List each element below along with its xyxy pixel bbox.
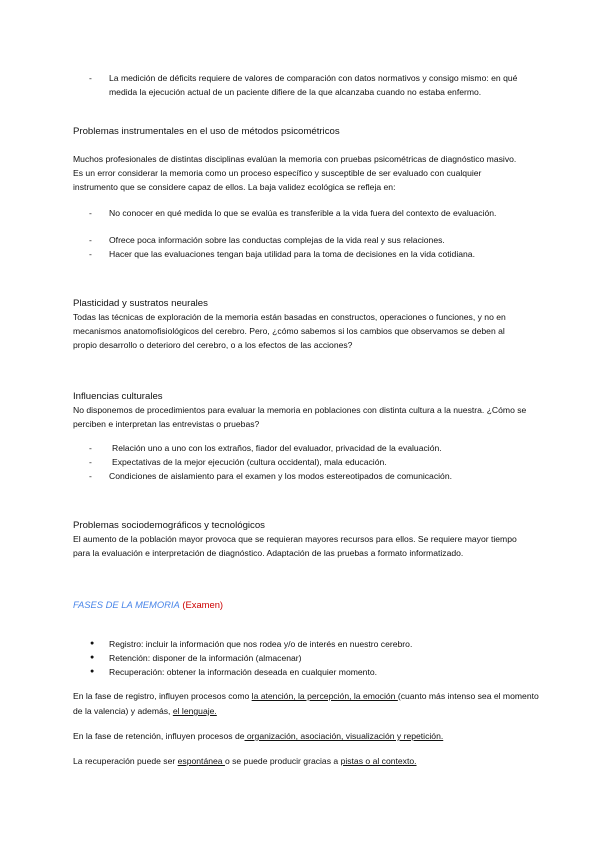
- bullet-dot-icon: ●: [90, 654, 95, 661]
- dash-marker: -: [89, 73, 92, 83]
- exam-tag: (Examen): [182, 599, 224, 610]
- underlined-text: organización, asociación, visualización y repetición.: [244, 731, 444, 741]
- fase-item-recuperacion: Recuperación: obtener la información deseada en cualquier momento.: [109, 667, 378, 677]
- section-heading-instrumentales: Problemas instrumentales en el uso de métodos psicométricos: [73, 126, 340, 137]
- list-item: Condiciones de aislamiento para el examen y los modos estereotipados de comunicación.: [109, 471, 452, 481]
- section-body-plasticidad: Todas las técnicas de exploración de la memoria están basadas en constructos, operaciones o funciones, y no en mecanismos anatomofisiológicos del cerebro. Pero, ¿cómo sabemos si los cambios que observamos se deben al propio desarrollo o deterioro del cerebro, o a los efectos de las acciones?: [73, 312, 506, 350]
- dash-marker: -: [89, 471, 92, 481]
- dash-marker: -: [89, 208, 92, 218]
- dash-marker: -: [89, 443, 92, 453]
- paragraph-retencion: [73, 729, 543, 744]
- underlined-text: la atención, la percepción, la emoción: [251, 691, 398, 701]
- list-item: Hacer que las evaluaciones tengan baja utilidad para la toma de decisiones en la vida cotidiana.: [109, 249, 475, 259]
- list-item: No conocer en qué medida lo que se evalúa es transferible a la vida fuera del contexto de evaluación.: [109, 208, 497, 218]
- section-body-culturales: No disponemos de procedimientos para evaluar la memoria en poblaciones con distinta cultura a la nuestra. ¿Cómo se perciben e interpretan las entrevistas o pruebas?: [73, 405, 527, 429]
- fases-heading: [73, 598, 223, 611]
- text-run: La recuperación puede ser: [73, 756, 178, 766]
- section-heading-sociodemograficos: Problemas sociodemográficos y tecnológicos: [73, 520, 265, 531]
- list-item: Ofrece poca información sobre las conductas complejas de la vida real y sus relaciones.: [109, 235, 445, 245]
- underlined-text: pistas o al contexto.: [340, 756, 417, 766]
- section-heading-plasticidad: Plasticidad y sustratos neurales: [73, 298, 208, 309]
- fase-item-retencion: Retención: disponer de la información (almacenar): [109, 653, 302, 663]
- list-item: Relación uno a uno con los extraños, fiador del evaluador, privacidad de la evaluación.: [112, 443, 442, 453]
- text-run: (cuanto más intenso sea el momento de la valencia) y además,: [73, 691, 539, 716]
- section-body-sociodemograficos: El aumento de la población mayor provoca que se requieran mayores recursos para ellos. Se requiere mayor tiempo para la evaluación e interpretación de diagnóstico. Adaptación de las pruebas a formato informatizado.: [73, 534, 517, 558]
- list-item: Expectativas de la mejor ejecución (cultura occidental), mala educación.: [112, 457, 387, 467]
- text-run: En la fase de registro, influyen procesos como: [73, 691, 252, 701]
- bullet-dot-icon: ●: [90, 640, 95, 647]
- bullet-dot-icon: ●: [90, 668, 95, 675]
- paragraph-registro: [73, 689, 543, 719]
- fase-item-registro: Registro: incluir la información que nos rodea y/o de interés en nuestro cerebro.: [109, 639, 413, 649]
- dash-marker: -: [89, 235, 92, 245]
- underlined-text: el lenguaje.: [172, 706, 217, 716]
- underlined-text: espontánea: [177, 756, 225, 766]
- text-run: En la fase de retención, influyen procesos de: [73, 731, 245, 741]
- fases-title: FASES DE LA MEMORIA: [73, 599, 180, 610]
- section-body-instrumentales: Muchos profesionales de distintas disciplinas evalúan la memoria con pruebas psicométricas de diagnóstico masivo. Es un error considerar la memoria como un proceso específico y susceptible de ser evaluado con cualquier instrumento que se considere capaz de ellos. La baja validez ecológica se refleja en:: [73, 154, 517, 192]
- paragraph-recuperacion: [73, 754, 543, 769]
- intro-list-item: La medición de déficits requiere de valores de comparación con datos normativos y consigo mismo: en qué medida la ejecución actual de un paciente difiere de la que alcanzaba cuando no estaba enfermo.: [109, 73, 518, 97]
- dash-marker: -: [89, 457, 92, 467]
- text-run: o se puede producir gracias a: [224, 756, 341, 766]
- section-heading-culturales: Influencias culturales: [73, 391, 163, 402]
- dash-marker: -: [89, 249, 92, 259]
